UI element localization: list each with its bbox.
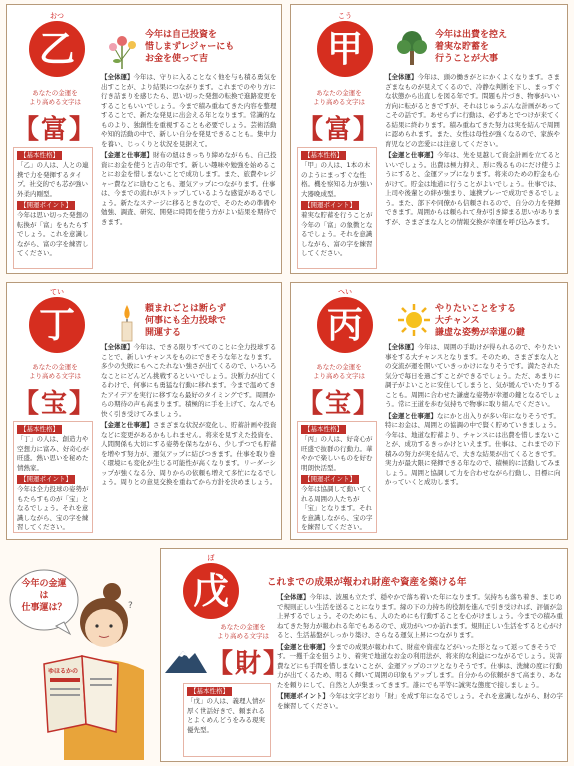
bo-circle: 戊 [183, 563, 239, 619]
kou-circle: 甲 [317, 21, 373, 77]
tei-circle: 丁 [29, 297, 85, 353]
hei-money-char: 【宝】 [297, 389, 382, 419]
candle-icon [115, 303, 139, 343]
speech-text: 今年の金運は 仕事運は？ [21, 579, 67, 613]
bo-headline: これまでの成果が報われ財産や資産を築ける年 [267, 577, 467, 588]
tei-side-box: 【基本性格】 「丁」の人は、創造力や空想力に富み、好奇心が旺盛。熱い思いを秘めた情熱家。 【開運ポイント】 今年は全力投球の姿勢がもたらすものが「宝」となるでしょう。それを意識しながら、宝の字を練習してください。 [13, 421, 93, 533]
otsu-ruby: おつ [50, 12, 64, 20]
otsu-money-label: あなたの金運を より高める文字は [29, 89, 81, 106]
panel-otsu [6, 4, 282, 274]
hei-money-label: あなたの金運を より高める文字は [313, 363, 365, 380]
otsu-headline: 今年は自己投資を 惜しまずレジャーにも お金を使って吉 [145, 30, 235, 64]
sun-icon [397, 303, 431, 337]
panel-hei [290, 282, 568, 540]
hei-ruby: へい [338, 288, 352, 296]
kou-money-char: 【富】 [297, 115, 382, 145]
otsu-money-char: 【富】 [13, 115, 98, 145]
bo-body: 【全体運】今年は、波風も立たず、穏やかで落ち着いた年になります。気持ちも落ち着き、まじめで規則正しい生活を送ることになります。縁の下の力持ち的役割を進んで引き受ければ、評価が急上昇するでしょう。そのためにも、人のためにも行動することを心がけましょう。今までの積み重ねてきた努力が報われる年でもあるので、成功がいつか訪れます。規則正しい生活をすると心がけると、生活基盤がしっかり築け、さらなる運気上昇につながります。 【金運と仕事運】今までの成果が報われて、財産や資産などがいった形となって返ってきそうです。一攫千金を狙うより、着実で地道なお金の利用法が、将来的な利益につながるでしょう。災害費などにも手間を惜しまないことが、金運アップのコツとなりそうです。仕事は、洗練の度に行動力が出てくるため、明るく輝いて周囲の印象もアップします。自分からの依頼がきて高まり、あなたを頼りにして、自然と人が集まってきます。誰にでも平等に誠実な態度で接しましょう。 【開運ポイント】今年は文字どおり「財」を成す年になるでしょう。それを意識しながら、財の字を練習してください。 [277, 593, 563, 710]
hei-headline: やりたいことをする 大チャンス 謙虚な姿勢が幸運の鍵 [435, 304, 526, 338]
bo-money-label: あなたの金運を より高める文字は [217, 623, 269, 640]
tei-body: 【全体運】今年は、できる限りすべてのことに全力投球することで、新しいチャンスをものにできそうな年となります。多少の失敗にもへこたれない強さが出てくるので、いろいろなことにどんどん挑戦するといいでしょう。決断力が出てくるわけで、何事にも勇猛な行動に移れます。今まで温めてきたアイデアを実行に移すなら最好のタイミングです。周囲からの期待の声も高まります。積極的に手を上げて、なんでも快く引き受けてみましょう。 【金運と仕事運】さまざまな状況が変化し、貯蓄計画や投資などに変更があるかもしれません。将来を見すえた投資を、人間関係も大切にする姿勢を保ちながら、少しずつでも貯蓄を増やす努力が、運気アップに結びつきます。仕事を取り巻く環境にも変化が生じる可能性が高くなります。リーダーシップが強くなる分、周りからの依頼も増えて多忙になるでしょう。周りとの意見交換を重ねてから方針を決めましょう。 [101, 343, 277, 486]
mountain-icon [163, 645, 209, 675]
otsu-side-box: 【基本性格】 「乙」の人は、人との連携で力を発揮するタイプ。社交的でも芯が強い外柔内剛型。 【開運ポイント】 今年は思い切った発想の転換が「富」をもたらすでしょう。これを意識しながら、富の字を練習してください。 [13, 147, 93, 269]
tei-headline: 頼まれごとは断らず 何事にも全力投球で 開運する [145, 304, 227, 338]
kou-headline: 今年は出費を控え 着実な貯蓄を 行うことが大事 [435, 30, 508, 64]
hei-side-box: 【基本性格】 「丙」の人は、好奇心が旺盛で抜群の行動力。華やかで楽しいものを好む明朗快活型。 【開運ポイント】 今年は協調して動いてくれる周囲の人たちが「宝」となります。それを意識しながら、宝の字を練習してください。 [297, 421, 377, 533]
hei-body: 【全体運】今年は、周囲の手助けが得られるので、やりたい事をする大チャンスとなります。そのため、さまざまな人との交流が運を開いていきっかけになりそうです。満たされた気分で毎日を過ごすことができるでしょう。ただ、あまりに調子がよいことに安住してしまうと、気が緩んでいたりすることも。周囲に合わせた謙虚な姿勢が幸運の鍵となるでしょう。常に王道を歩む気持ちで物事に取り組んでください。 【金運と仕事運】なにかと出入りが多い年になりそうです。特にお金は、周囲との協調の中で賢く貯めていきましょう。今年は、地道な貯蓄より、チャンスには出費を惜しまないことが、成功するきっかけといえます。仕事は、これまでの下積みの努力が実を結んで、大きな結果が出てくるときです。実力が最大限に発揮できる年なので、積極的に活動してみましょう。周囲と協調して力を合わせながら行動し、目標に向かっていくと成功します。 [385, 343, 561, 486]
panel-kou [290, 4, 568, 274]
tei-money-label: あなたの金運を より高める文字は [29, 363, 81, 380]
panel-tei [6, 282, 282, 540]
panel-bo [160, 548, 568, 762]
bo-side-box: 【基本性格】 「戊」の人は、義理人情が厚く世話好きで、頼まれるとよくめんどうをみる現実優先型。 [183, 683, 271, 757]
otsu-circle: 乙 [29, 21, 85, 77]
kou-side-box: 【基本性格】 「甲」の人は、1本の木のようにまっすぐな性格。機を察知る力が強い大器晩成型。 【開運ポイント】 着実な貯蓄を行うことが今年の「富」の象徴となるでしょう。それを意識しながら、富の字を練習してください。 [297, 147, 377, 269]
tei-ruby: てい [50, 288, 64, 296]
svg-text:?: ? [128, 601, 133, 611]
tree-icon [395, 27, 429, 67]
kou-body: 【全体運】今年は、頭の働きがとにかくよくなります。さまざまなものが見えてくるので、冷静な判断を下し、まっすぐな状態から出直しを図る年です。問題も片づき、物事がいい方向に転がるときですが、それはじゅうぶんな計画があってこその話です。あせらずに行動は、必ずあとでつけが来てくる結果に終わります。積み重ねてきた努力は実を結んで周囲に認められます。また、女性は母性が強くなるので、家族や育児などの恋愛には注意してください。 【金運と仕事運】今年は、先を見越して資金計画を立てるといいでしょう。出費は極力抑え、形に残るものにだけ使うようにすると、金運アップになります。将来のための貯金も心がけて。貯金は地道に行うことがよいでしょう。仕事では、上司や後輩との絆が強まり、連携プレーで成功できるでしょう。また、部下や同僚から信頼されるので、自分の力を発揮できます。周囲からは頼られて身が引き締まる思いがありますが、さまざまな人との情報交換が幸運を呼び込みます。 [385, 73, 561, 226]
reader-illustration [4, 560, 154, 760]
flower-icon [105, 31, 139, 71]
hei-circle: 丙 [317, 297, 373, 353]
tei-money-char: 【宝】 [13, 389, 98, 419]
bo-money-char: 【財】 [207, 649, 292, 679]
kou-ruby: こう [338, 12, 352, 20]
kou-money-label: あなたの金運を より高める文字は [313, 89, 365, 106]
book-label: ゆほるかの [48, 668, 79, 675]
otsu-body: 【全体運】今年は、守りに入ることなく他を与も積る勇気を出すことが、より結果につながります。これまでのやり方に行き詰まりを感じたら、思い切った発想の転換で進路変更をすることもいいでしょう。今まで積み重ねてきた内容を整理することで、新たな発見に出会える年となります。常識的なものより、独創性を重視することも必要でしょう。芸術活動や知的活動の中で、新しい自分を発見できることも。集中力を養い、じっくりと状況を見据えて。 【金運と仕事運】財布の紐はきっちり締めながらも、自己投資にお金を使うと吉の年です。新しい趣味や勉強を始めることにお金を惜しまないことで成功します。また、旅費やレジャー費などに励むことも、運気アップにつながります。仕事は、今までの流れがストップしているような感覚があるでしょう。新たなステージに移るときなので、そのための準備や勉強、調査、研究、開発に時間を使う方がよい結果を期待できます。 [101, 73, 277, 226]
bo-ruby: ぼ [207, 554, 215, 562]
